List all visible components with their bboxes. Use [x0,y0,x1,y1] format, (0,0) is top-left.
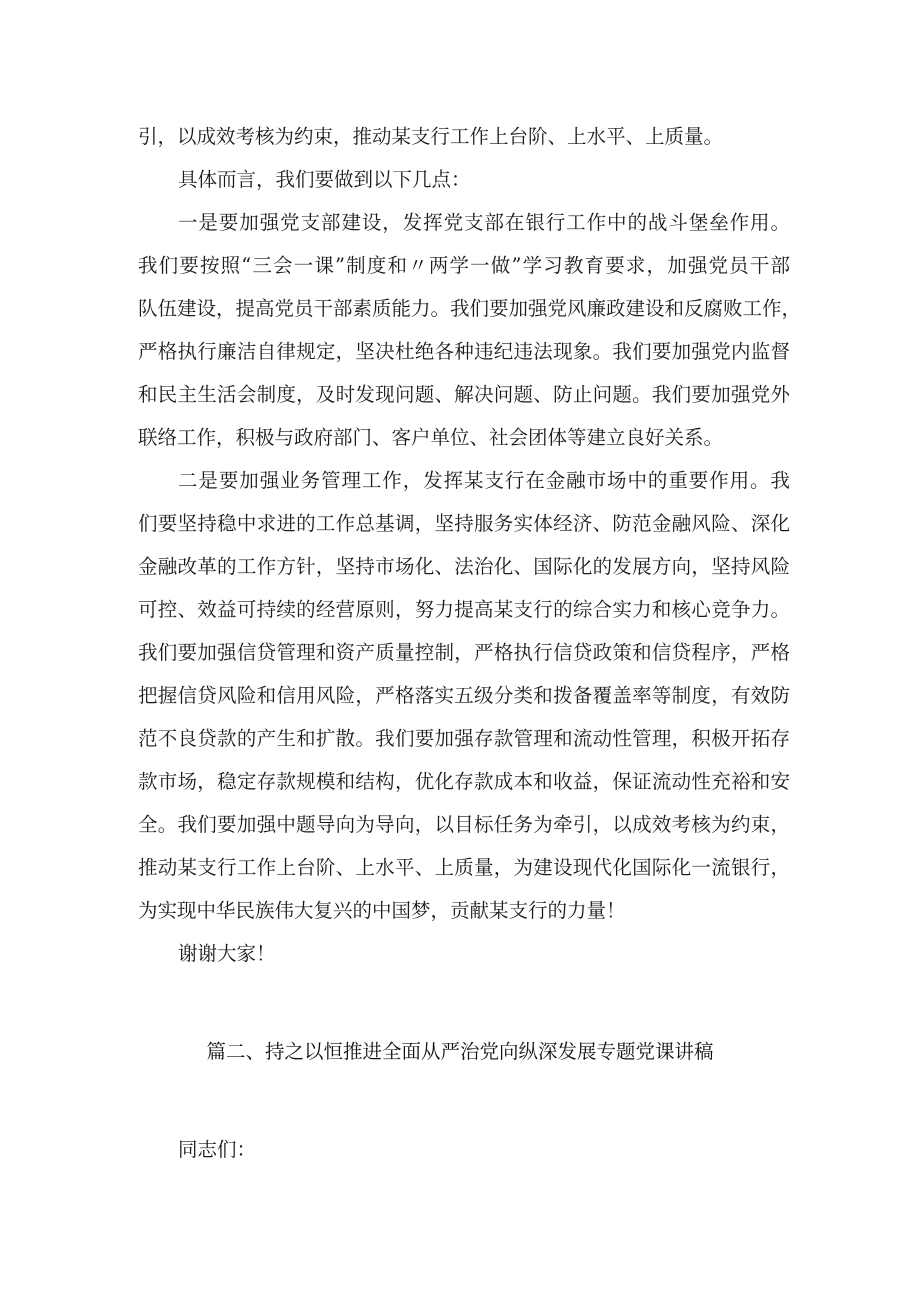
text-line: 为实现中华民族伟大复兴的中国梦，贡献某支行的力量！ [138,899,626,922]
text-line: 和民主生活会制度，及时发现问题、解决问题、防止问题。我们要加强党外 [138,383,790,406]
text-line: 队伍建设，提高党员干部素质能力。我们要加强党风廉政建设和反腐败工作， [138,297,802,320]
text-line: 一是要加强党支部建设，发挥党支部在银行工作中的战斗堡垒作用。 [178,211,790,234]
closing-line: 谢谢大家！ [178,942,276,965]
text-line: 我们要按照“三会一课”制度和〃两学一做”学习教育要求，加强党员干部 [138,254,790,277]
text-line: 可控、效益可持续的经营原则，努力提高某支行的综合实力和核心竞争力。 [138,598,790,621]
section-title: 篇二、持之以恒推进全面从严治党向纵深发展专题党课讲稿 [206,1040,714,1063]
text-line: 严格执行廉洁自律规定，坚决杜绝各种违纪违法现象。我们要加强党内监督 [138,340,790,363]
text-line: 二是要加强业务管理工作，发挥某支行在金融市场中的重要作用。我 [178,469,790,492]
text-line: 把握信贷风险和信用风险，严格落实五级分类和拨备覆盖率等制度，有效防 [138,684,790,707]
text-line: 金融改革的工作方针，坚持市场化、法治化、国际化的发展方向，坚持风险 [138,555,790,578]
text-line: 全。我们要加强中题导向为导向，以目标任务为牵引，以成效考核为约束， [138,813,790,836]
text-line: 引，以成效考核为约束，推动某支行工作上台阶、上水平、上质量。 [138,125,724,148]
salutation: 同志们： [178,1138,257,1161]
text-line: 款市场，稳定存款规模和结构，优化存款成本和收益，保证流动性充裕和安 [138,770,790,793]
text-line: 具体而言，我们要做到以下几点： [178,168,471,191]
text-line: 们要坚持稳中求进的工作总基调，坚持服务实体经济、防范金融风险、深化 [138,512,790,535]
text-line: 联络工作，积极与政府部门、客户单位、社会团体等建立良好关系。 [138,426,724,449]
text-line: 推动某支行工作上台阶、上水平、上质量，为建设现代化国际化一流银行， [138,856,790,879]
text-line: 我们要加强信贷管理和资产质量控制，严格执行信贷政策和信贷程序，严格 [138,641,790,664]
text-line: 范不良贷款的产生和扩散。我们要加强存款管理和流动性管理，积极开拓存 [138,727,790,750]
